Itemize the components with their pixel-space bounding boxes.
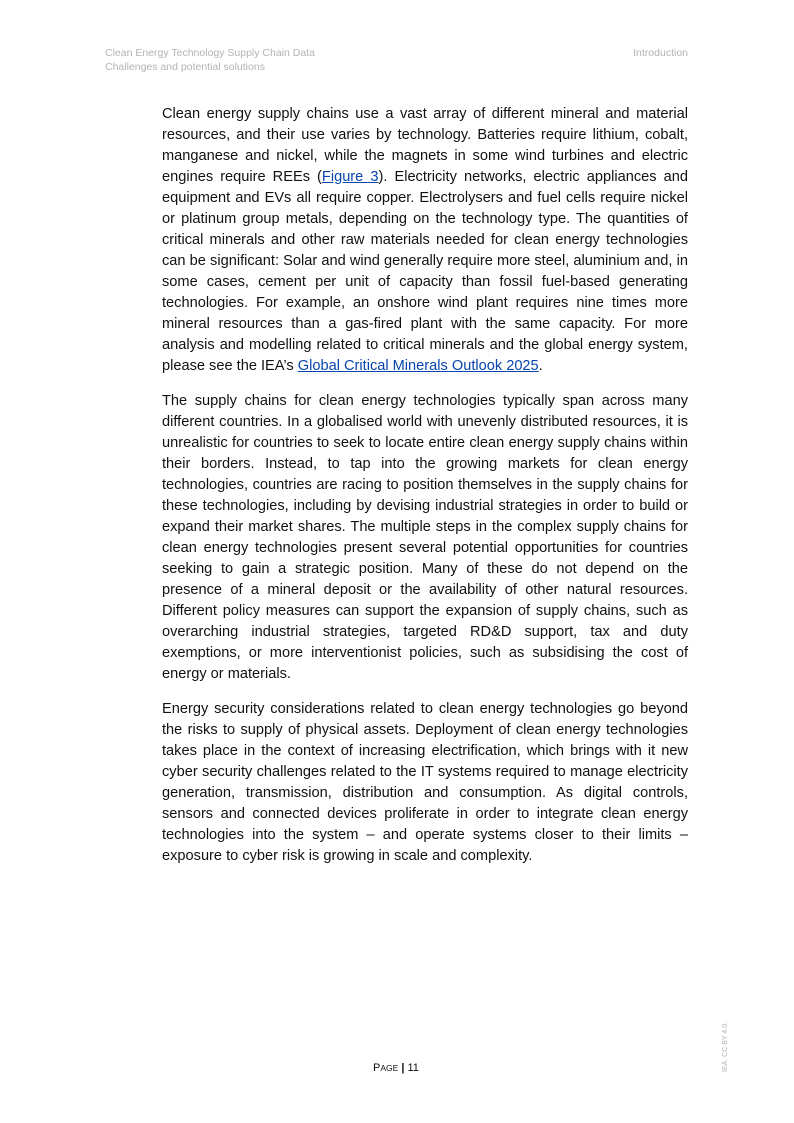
global-critical-minerals-outlook-link[interactable]: Global Critical Minerals Outlook 2025 [297, 358, 539, 374]
body-text [162, 104, 688, 881]
figure-3-link[interactable]: Figure 3 [321, 169, 379, 185]
paragraph-2: The supply chains for clean energy technologies typically span across many different countries. In a globalised world with unevenly distributed resources, it is unrealistic for countries to seek to locate entire clean energy supply chains within their borders. Instead, to tap into the growing markets for clean energy technologies, countries are racing to position themselves in the supply chains for these technologies, including by devising industrial strategies in order to build or expand their market shares. The multiple steps in the complex supply chains for clean energy technologies present several potential opportunities for countries seeking to gain a strategic position. Many of these do not depend on the presence of a mineral deposit or the availability of other natural resources. Different policy measures can support the expansion of supply chains, such as overarching industrial strategies, targeted RD&D support, tax and duty exemptions, or more interventionist policies, such as subsidising the cost of energy or materials. [162, 393, 688, 682]
page-footer [373, 1062, 419, 1074]
paragraph-text: . [538, 358, 543, 374]
license-watermark: IEA. CC BY 4.0. [722, 1021, 729, 1072]
paragraph-text: ). Electricity networks, electric appliances and equipment and EVs all require copper. Electrolysers and fuel cells require nickel or platinum group metals, depending on the technology type. The quantities of critical minerals and other raw materials needed for clean energy technologies can be significant: Solar and wind generally require more steel, aluminium and, in some cases, cement per unit of capacity than fossil fuel-based generating technologies. For example, an onshore wind plant requires nine times more mineral resources than a gas-fired plant with the same capacity. For more analysis and modelling related to critical minerals and the global energy system, please see the IEA’s [162, 169, 688, 374]
header-section: Introduction [633, 47, 688, 59]
separator: | [398, 1062, 408, 1074]
running-header [105, 46, 315, 74]
paragraph-1 [162, 104, 688, 377]
page-number: 11 [407, 1062, 419, 1074]
header-title: Clean Energy Technology Supply Chain Data [105, 47, 315, 59]
paragraph-text: Clean energy supply chains use a vast array of different mineral and material resources, and their use varies by technology. Batteries require lithium, cobalt, manganese and nickel, while the magnets in some wind turbines and electric engines require REEs ( [162, 106, 688, 185]
header-subtitle: Challenges and potential solutions [105, 61, 265, 73]
page-label: PAGE [373, 1062, 399, 1074]
paragraph-3: Energy security considerations related to clean energy technologies go beyond the risks to supply of physical assets. Deployment of clean energy technologies takes place in the context of increasing electrification, which brings with it new cyber security challenges related to the IT systems required to manage electricity generation, transmission, distribution and consumption. As digital controls, sensors and connected devices proliferate in order to integrate clean energy technologies into the system – and operate systems closer to their limits – exposure to cyber risk is growing in scale and complexity. [162, 701, 688, 864]
